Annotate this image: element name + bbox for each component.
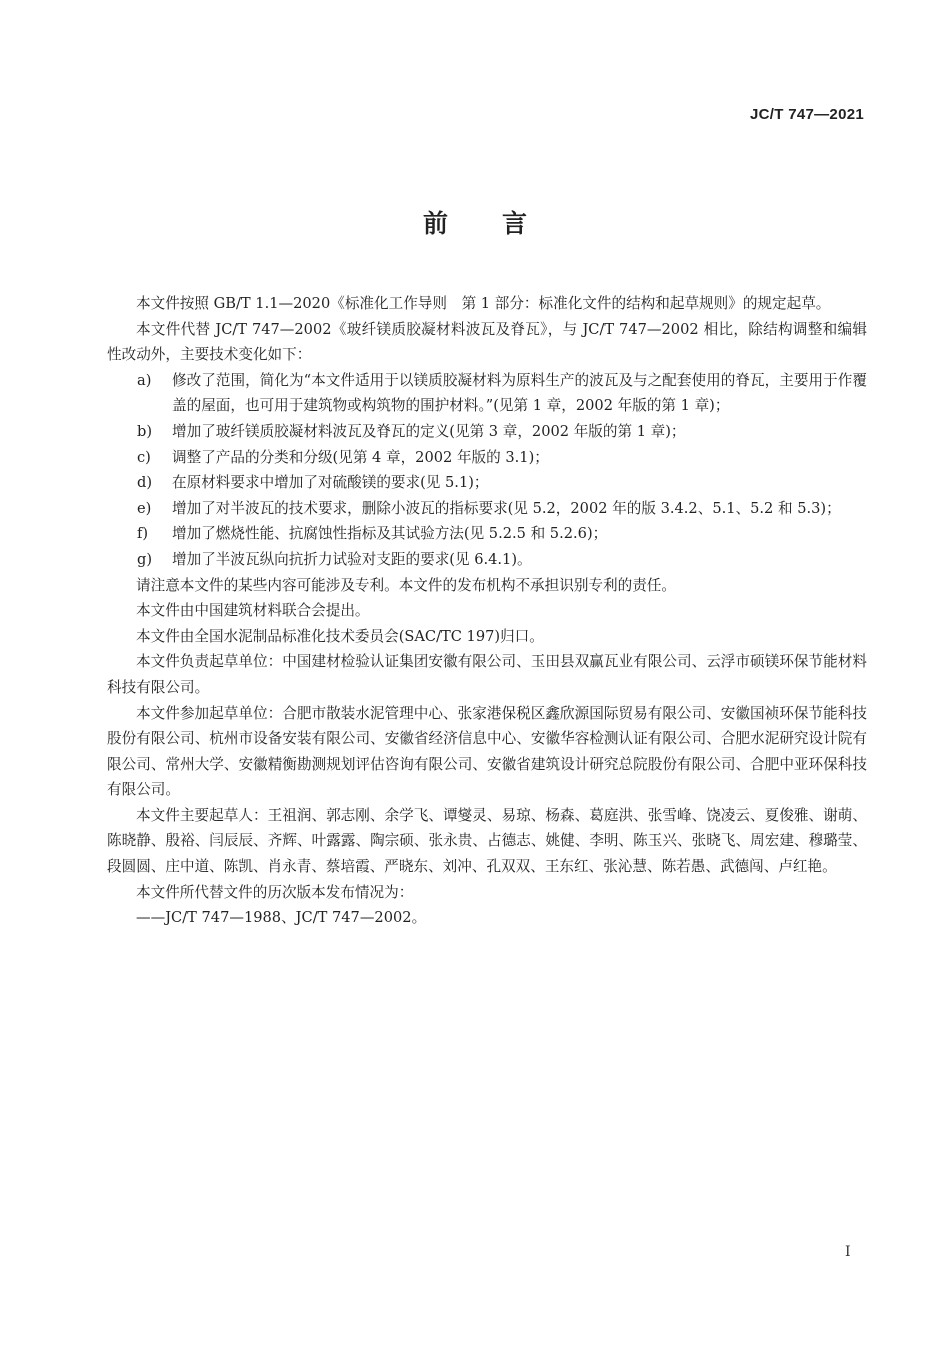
history-list-paragraph: ——JC/T 747—1988、JC/T 747—2002。 bbox=[136, 909, 427, 927]
list-item bbox=[107, 547, 867, 573]
page-number: I bbox=[845, 1244, 851, 1260]
list-item-text: 在原材料要求中增加了对硫酸镁的要求(见 5.1)； bbox=[172, 474, 489, 492]
list-item-marker: g) bbox=[137, 550, 153, 568]
list-item-marker: d) bbox=[137, 474, 153, 492]
list-item-text: 增加了半波瓦纵向抗折力试验对支距的要求(见 6.4.1)。 bbox=[172, 550, 532, 568]
list-item bbox=[107, 470, 867, 496]
document-body bbox=[107, 291, 867, 931]
list-item-text: 调整了产品的分类和分级(见第 4 章，2002 年版的 3.1)； bbox=[172, 448, 549, 466]
patent-notice-paragraph: 请注意本文件的某些内容可能涉及专利。本文件的发布机构不承担识别专利的责任。 bbox=[136, 576, 676, 594]
list-item-text: 增加了燃烧性能、抗腐蚀性指标及其试验方法(见 5.2.5 和 5.2.6)； bbox=[172, 525, 608, 543]
list-item-marker: b) bbox=[137, 422, 153, 440]
committee-paragraph: 本文件由全国水泥制品标准化技术委员会(SAC/TC 197)归口。 bbox=[136, 627, 544, 645]
history-heading-paragraph: 本文件所代替文件的历次版本发布情况为： bbox=[136, 883, 414, 901]
list-item-marker: c) bbox=[137, 448, 151, 466]
list-item bbox=[107, 419, 867, 445]
intro-paragraph-2: 本文件代替 JC/T 747—2002《玻纤镁质胶凝材料波瓦及脊瓦》，与 JC/T 747—2002 相比，除结构调整和编辑性改动外，主要技术变化如下： bbox=[107, 320, 867, 364]
intro-paragraph-1: 本文件按照 GB/T 1.1—2020《标准化工作导则 第 1 部分：标准化文件的结构和起草规则》的规定起草。 bbox=[136, 295, 831, 312]
list-item-marker: a) bbox=[137, 371, 152, 389]
proposer-paragraph: 本文件由中国建筑材料联合会提出。 bbox=[136, 602, 370, 620]
page-title: 前言 bbox=[422, 209, 581, 238]
main-drafters-paragraph: 本文件主要起草人：王祖润、郭志刚、余学飞、谭燮灵、易琼、杨森、葛庭洪、张雪峰、饶凌云、夏俊雅、谢萌、陈晓静、殷裕、闫辰辰、齐辉、叶露露、陶宗硕、张永贵、占德志、姚健、李明、陈玉兴、张晓飞、周宏建、穆璐莹、段圆圆、庄中道、陈凯、肖永青、蔡培霞、严晓东、刘冲、孔双双、王东红、张沁慧、陈若愚、武德闯、卢红艳。 bbox=[107, 806, 867, 876]
standard-code: JC/T 747—2021 bbox=[750, 106, 864, 123]
list-item bbox=[107, 521, 867, 547]
list-item-marker: e) bbox=[137, 499, 152, 517]
list-item bbox=[107, 368, 867, 419]
list-item-text: 增加了对半波瓦的技术要求，删除小波瓦的指标要求(见 5.2，2002 年的版 3.4.2、5.1、5.2 和 5.3)； bbox=[172, 499, 841, 517]
lead-drafters-paragraph: 本文件负责起草单位：中国建材检验认证集团安徽有限公司、玉田县双赢瓦业有限公司、云浮市硕镁环保节能材料科技有限公司。 bbox=[107, 653, 867, 696]
list-item-text: 增加了玻纤镁质胶凝材料波瓦及脊瓦的定义(见第 3 章，2002 年版的第 1 章)； bbox=[172, 422, 686, 440]
list-item-marker: f) bbox=[137, 525, 149, 543]
list-item-text: 修改了范围，简化为“本文件适用于以镁质胶凝材料为原料生产的波瓦及与之配套使用的脊瓦，主要用于作覆盖的屋面，也可用于建筑物或构筑物的围护材料。”(见第 1 章，2002 年版的第 1 章)； bbox=[172, 371, 867, 415]
list-item bbox=[107, 445, 867, 471]
list-item bbox=[107, 496, 867, 522]
participating-drafters-paragraph: 本文件参加起草单位：合肥市散装水泥管理中心、张家港保税区鑫欣源国际贸易有限公司、安徽国祯环保节能科技股份有限公司、杭州市设备安装有限公司、安徽省经济信息中心、安徽华容检测认证有限公司、合肥水泥研究设计院有限公司、常州大学、安徽精衡勘测规划评估咨询有限公司、安徽省建筑设计研究总院股份有限公司、合肥中亚环保科技有限公司。 bbox=[107, 704, 867, 799]
